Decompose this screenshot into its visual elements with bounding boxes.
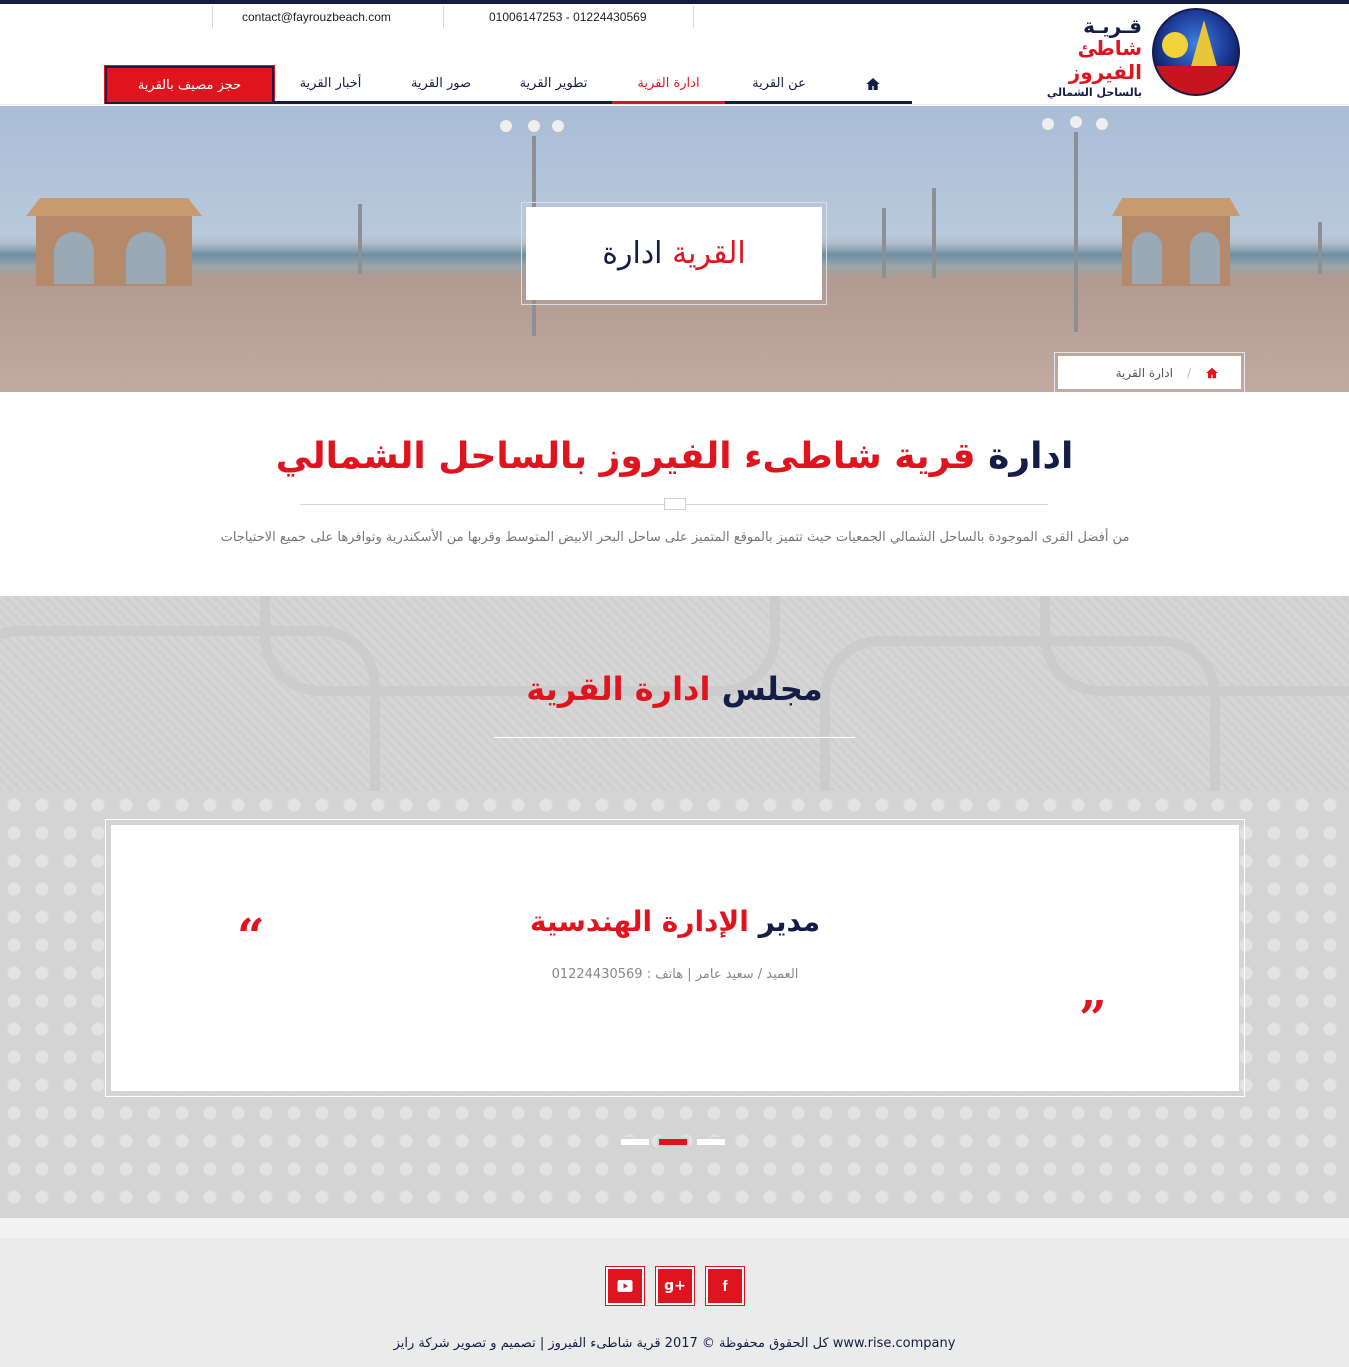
street-lamp	[1074, 132, 1078, 332]
nav-item-news[interactable]: أخبار القرية	[274, 66, 387, 104]
topbar-divider	[693, 6, 694, 28]
breadcrumb-separator: /	[1186, 365, 1191, 380]
intro-text: من أفضل القرى الموجودة بالساحل الشمالي الجمعيات حيث تتميز بالموقع المتميز على ساحل البحر الابيض المتوسط وقربها من الأسكندرية وتوافرها على جميع الاحتياجات	[220, 530, 1130, 545]
hero-title-box	[521, 202, 827, 305]
topbar-divider	[443, 6, 444, 28]
main-nav	[105, 66, 912, 104]
testimonial-title-part2: الإدارة الهندسية	[529, 905, 749, 938]
footer-strip	[0, 1218, 1349, 1238]
google-plus-icon: g+	[664, 1278, 686, 1294]
logo-line-2: شاطئ الفيروز	[1068, 36, 1142, 84]
intro-title	[0, 436, 1349, 477]
breadcrumb-home-icon[interactable]	[1205, 366, 1219, 380]
quote-open-icon: “	[237, 909, 265, 965]
google-plus-button[interactable]	[656, 1267, 694, 1305]
slider-dot[interactable]	[619, 1137, 651, 1147]
top-accent-line	[0, 0, 1349, 4]
nav-home-button[interactable]	[833, 66, 912, 104]
nav-item-development[interactable]: تطوير القرية	[495, 66, 612, 104]
council-title-part1: مجلس	[721, 670, 823, 708]
breadcrumb-current: ادارة القرية	[1115, 365, 1173, 380]
site-logo[interactable]	[1005, 8, 1240, 100]
home-icon	[865, 76, 881, 92]
emblem-sun	[1162, 32, 1188, 58]
council-title	[0, 670, 1349, 708]
youtube-button[interactable]	[606, 1267, 644, 1305]
logo-line-3: بالساحل الشمالي	[1046, 86, 1142, 99]
nav-item-photos[interactable]: صور القرية	[387, 66, 495, 104]
testimonial-subtitle: العميد / سعيد عامر | هاتف : 01224430569	[551, 967, 799, 982]
logo-emblem	[1152, 8, 1240, 96]
nav-book-summer-button[interactable]: حجز مصيف بالقرية	[105, 66, 274, 104]
youtube-icon	[616, 1277, 634, 1295]
header-divider	[0, 104, 1349, 105]
slider-dots	[619, 1137, 727, 1147]
contact-phone[interactable]: 01006147253 - 01224430569	[489, 10, 647, 24]
slider-dot[interactable]	[695, 1137, 727, 1147]
street-lamp	[358, 204, 362, 274]
council-divider	[494, 737, 855, 738]
hero-title-part1: ادارة	[602, 236, 663, 271]
testimonial-card	[105, 819, 1245, 1097]
council-band	[0, 596, 1349, 791]
facebook-button[interactable]	[706, 1267, 744, 1305]
intro-title-part2: قرية شاطىء الفيروز بالساحل الشمالي	[275, 436, 976, 477]
street-lamp	[1318, 222, 1322, 274]
breadcrumb	[1054, 352, 1245, 392]
hero-title-part2: القرية	[672, 236, 746, 271]
emblem-sea	[1154, 66, 1238, 94]
topbar-divider	[212, 6, 213, 28]
hero-banner	[0, 106, 1349, 392]
testimonial-title-part1: مدير	[758, 905, 821, 938]
title-divider-ornament	[664, 498, 686, 510]
emblem-sail	[1190, 20, 1218, 70]
copyright-text: كل الحقوق محفوظة © 2017 قرية شاطىء الفيروز | تصميم و تصوير شركة رايز www.rise.company	[393, 1336, 956, 1351]
nav-item-about[interactable]: عن القرية	[725, 66, 833, 104]
social-links	[606, 1267, 744, 1305]
hero-title	[526, 207, 822, 300]
nav-item-management[interactable]: ادارة القرية	[612, 66, 725, 104]
slider-dot-active[interactable]	[657, 1137, 689, 1147]
quote-close-icon: ”	[1079, 991, 1107, 1047]
street-lamp	[932, 188, 936, 278]
logo-line-1: قـريـة	[1083, 14, 1142, 38]
pavilion-right	[1112, 198, 1240, 288]
intro-title-part1: ادارة	[988, 436, 1074, 477]
logo-text	[1005, 14, 1142, 99]
facebook-icon: f	[722, 1277, 728, 1295]
testimonial-title	[111, 905, 1239, 938]
street-lamp	[882, 208, 886, 278]
council-title-part2: ادارة القرية	[526, 670, 711, 708]
contact-email[interactable]: contact@fayrouzbeach.com	[242, 10, 391, 24]
pavilion-left	[26, 198, 202, 288]
